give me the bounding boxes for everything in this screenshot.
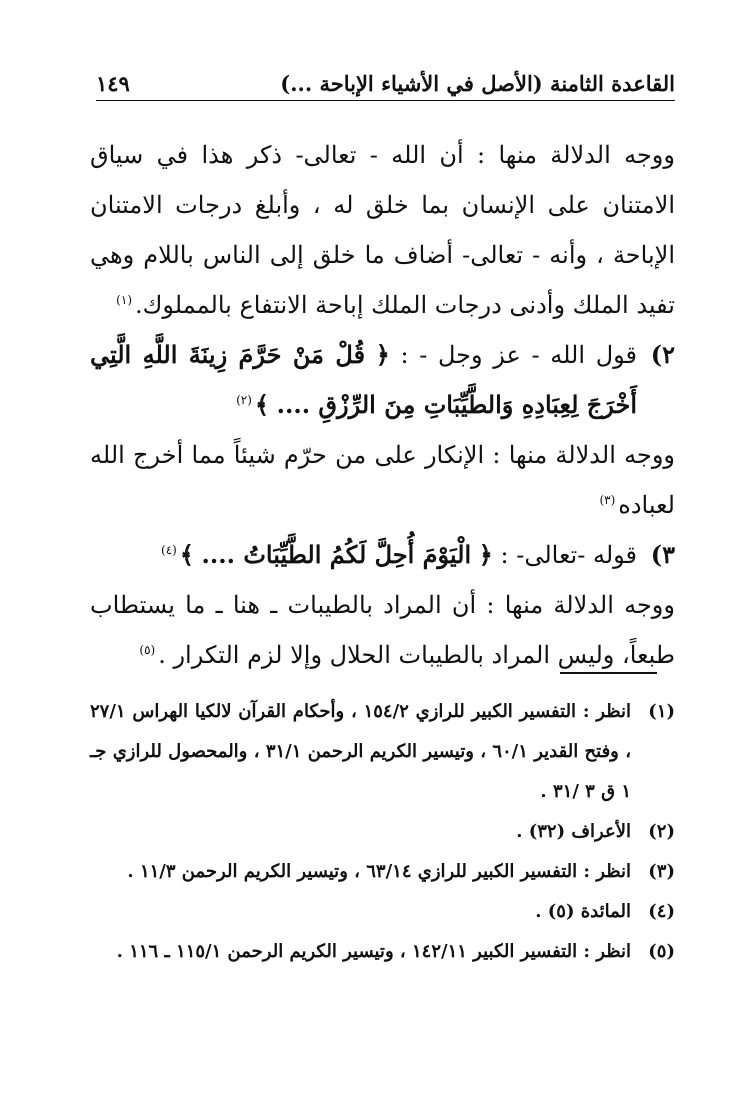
footnote-ref-5: (٥) [139, 643, 156, 657]
footnote-text: المائدة (٥) . [535, 901, 631, 922]
paragraph-1 [90, 130, 675, 330]
page-number: ١٤٩ [96, 71, 130, 96]
verse-open-bracket: ﴿ [478, 540, 493, 569]
item-3-body [90, 530, 637, 580]
main-text [90, 130, 675, 680]
footnote-number: (١) [648, 701, 675, 722]
running-header [96, 62, 675, 96]
footnote-text: انظر : التفسير الكبير للرازي ٦٣/١٤ ، وتيسير الكريم الرحمن ١١/٣ . [127, 861, 631, 882]
item-3-number: ٣) [650, 540, 675, 569]
verse-open-bracket: ﴿ [375, 340, 390, 369]
footnotes [90, 692, 675, 972]
running-title: القاعدة الثامنة (الأصل في الأشياء الإباحة ...) [280, 71, 675, 96]
item-2-body [90, 330, 637, 430]
verse-close-bracket: ﴾ [179, 540, 194, 569]
footnote-2 [90, 812, 675, 852]
footnote-5 [90, 932, 675, 972]
footnote-text: انظر : التفسير الكبير للرازي ١٥٤/٢ ، وأحكام القرآن لالكيا الهراس ٢٧/١ ، وفتح القدير ٦٠/١ ، وتيسير الكريم الرحمن ٣١/١ ، والمحصول للرازي جـ ١ ق ٣ /٣١ . [90, 701, 632, 802]
footnote-ref-2: (٢) [236, 393, 252, 407]
footnote-text: انظر : التفسير الكبير ١٤٢/١١ ، وتيسير الكريم الرحمن ١١٥/١ ـ ١١٦ . [116, 941, 631, 962]
item-3 [90, 530, 675, 580]
footnote-4 [90, 892, 675, 932]
footnote-divider [560, 672, 657, 674]
paragraph-3 [90, 580, 675, 680]
item-2 [90, 330, 675, 430]
paragraph-1-text: ووجه الدلالة منها : أن الله - تعالى- ذكر هذا في سياق الامتنان على الإنسان بما خلق له ، وأبلغ درجات الامتنان الإباحة ، وأنه - تعالى- أضاف ما خلق إلى الناس باللام وهي تفيد الملك وأدنى درجات الملك إباحة الانتفاع بالمملوك. [90, 141, 675, 319]
footnote-number: (٤) [648, 901, 675, 922]
verse-close-bracket: ﴾ [254, 390, 269, 419]
item-2-lead: قول الله - عز وجل - : [400, 341, 638, 369]
verse-3: الْيَوْمَ أُحِلَّ لَكُمُ الطَّيِّبَاتُ .... [201, 540, 472, 569]
footnote-number: (٢) [648, 821, 675, 842]
footnote-number: (٣) [648, 861, 675, 882]
paragraph-2 [90, 430, 675, 530]
footnote-text: الأعراف (٣٢) . [516, 821, 631, 842]
footnote-3 [90, 852, 675, 892]
footnote-number: (٥) [648, 941, 675, 962]
item-2-number: ٢) [650, 340, 675, 369]
footnote-1 [90, 692, 675, 812]
paragraph-2-text: ووجه الدلالة منها : الإنكار على من حرّم شيئاً مما أخرج الله لعباده [90, 441, 675, 519]
item-3-lead: قوله -تعالى- : [500, 541, 637, 569]
footnote-ref-4: (٤) [161, 543, 177, 557]
footnote-ref-1: (١) [116, 293, 132, 307]
verse-2: قُلْ مَنْ حَرَّمَ زِينَةَ اللَّهِ الَّتِي أَخْرَجَ لِعِبَادِهِ وَالطَّيِّبَاتِ مِنَ الرِّزْقِ .... [90, 340, 637, 419]
paragraph-3-text: ووجه الدلالة منها : أن المراد بالطيبات ـ هنا ـ ما يستطاب طبعاً، وليس المراد بالطيبات الحلال وإلا لزم التكرار . [90, 591, 675, 669]
footnote-ref-3: (٣) [599, 493, 616, 507]
header-divider [96, 100, 675, 101]
